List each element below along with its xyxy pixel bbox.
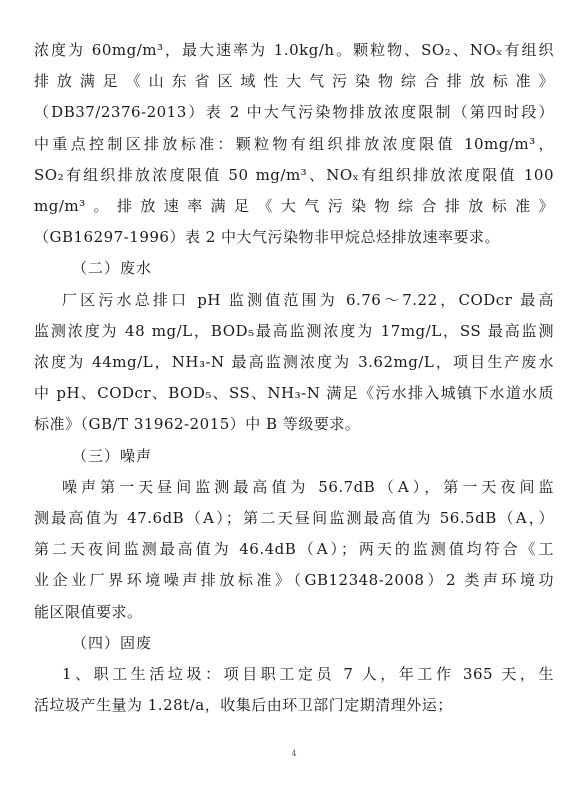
- water-paragraph-line-4: 中 pH、CODcr、BOD₅、SS、NH₃-N 满足《污水排入城镇下水道水质: [34, 384, 554, 402]
- water-paragraph-line-5: 标准》（GB/T 31962-2015）中 B 等级要求。: [34, 415, 361, 433]
- solid-paragraph-line-2: 活垃圾产生量为 1.28t/a，收集后由环卫部门定期清理外运；: [34, 696, 453, 714]
- air-paragraph-line-7: （GB16297-1996）表 2 中大气污染物非甲烷总烃排放速率要求。: [34, 228, 501, 246]
- air-paragraph-line-5: SO₂有组织排放浓度限值 50 mg/m³、NOₓ有组织排放浓度限值 100: [34, 166, 554, 184]
- section-heading-noise: （三）噪声: [72, 447, 153, 465]
- noise-paragraph-line-2: 测最高值为 47.6dB（A）；第二天昼间监测最高值为 56.5dB（A，）: [34, 509, 554, 527]
- air-paragraph-line-2: 排放满足《山东省区域性大气污染物综合排放标准》: [34, 72, 554, 90]
- air-paragraph-line-3: （DB37/2376-2013）表 2 中大气污染物排放浓度限制（第四时段）: [34, 103, 554, 121]
- noise-paragraph-line-3: 第二天夜间监测最高值为 46.4dB（A）；两天的监测值均符合《工: [34, 540, 554, 558]
- page-number: 4: [291, 749, 297, 758]
- water-paragraph-line-3: 浓度为 44mg/L，NH₃-N 最高监测浓度为 3.62mg/L，项目生产废水: [34, 353, 554, 371]
- air-paragraph-line-1: 浓度为 60mg/m³，最大速率为 1.0kg/h。颗粒物、SO₂、NOₓ有组织: [34, 41, 554, 59]
- noise-paragraph-line-1: 噪声第一天昼间监测最高值为 56.7dB（A），第一天夜间监: [62, 478, 554, 496]
- section-heading-wastewater: （二）废水: [72, 259, 153, 277]
- noise-paragraph-line-5: 能区限值要求。: [34, 603, 143, 621]
- section-heading-solid-waste: （四）固废: [72, 634, 153, 652]
- air-paragraph-line-4: 中重点控制区排放标准：颗粒物有组织排放浓度限值 10mg/m³，: [34, 135, 554, 153]
- water-paragraph-line-1: 厂区污水总排口 pH 监测值范围为 6.76～7.22，CODcr 最高: [62, 291, 554, 309]
- noise-paragraph-line-4: 业企业厂界环境噪声排放标准》（GB12348-2008）2 类声环境功: [34, 571, 554, 589]
- solid-paragraph-line-1: 1、职工生活垃圾：项目职工定员 7 人，年工作 365 天，生: [62, 665, 554, 683]
- water-paragraph-line-2: 监测浓度为 48 mg/L，BOD₅最高监测浓度为 17mg/L，SS 最高监测: [34, 322, 554, 340]
- air-paragraph-line-6: mg/m³。排放速率满足《大气污染物综合排放标准》: [34, 197, 554, 215]
